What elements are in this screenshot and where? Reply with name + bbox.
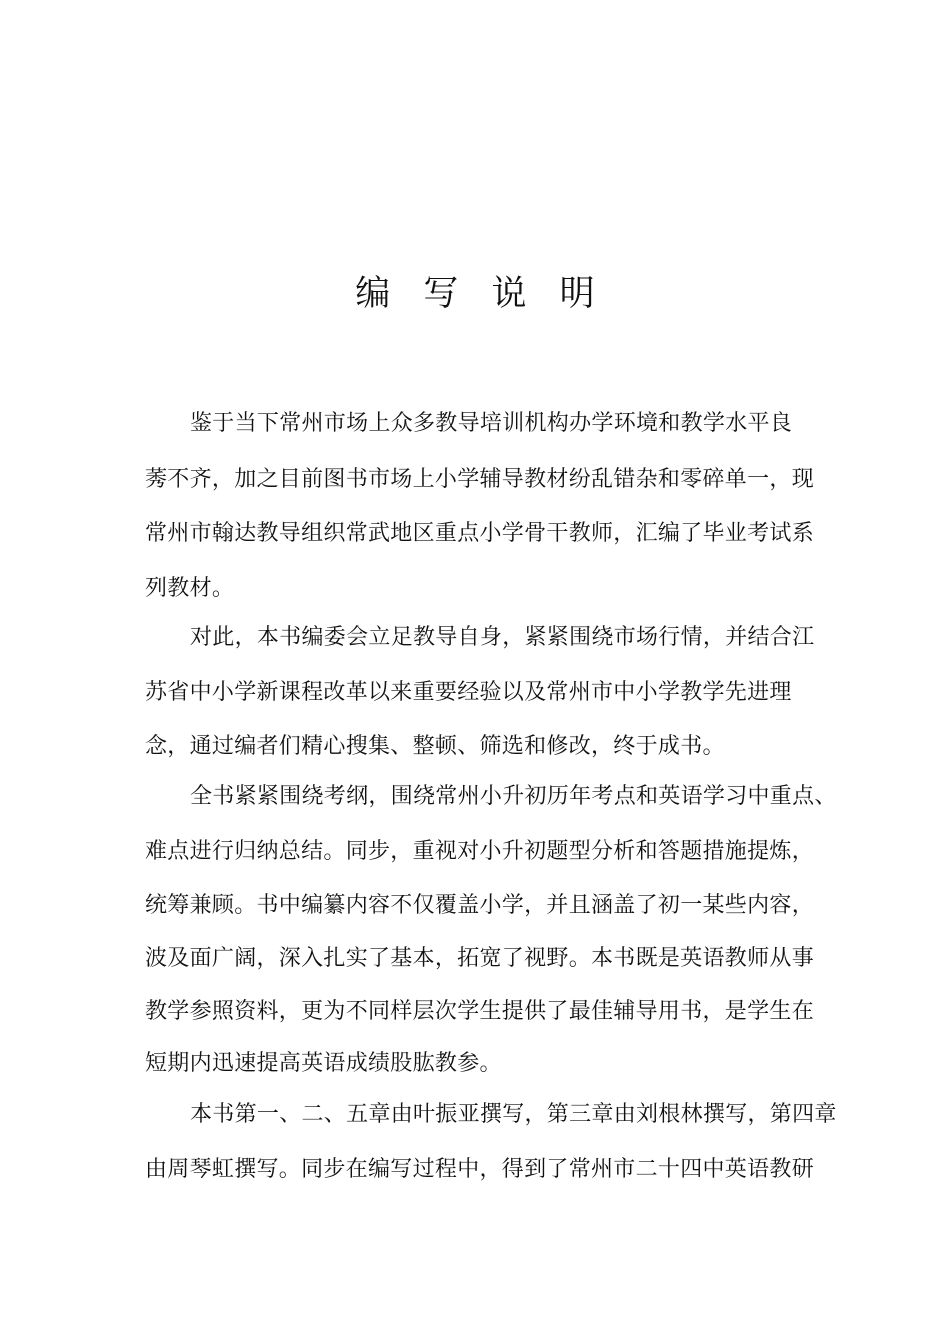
paragraph-3-line-1: 全书紧紧围绕考纲，围绕常州小升初历年考点和英语学习中重点、 (190, 784, 837, 809)
paragraph-1-line-2: 莠不齐，加之目前图书市场上小学辅导教材纷乱错杂和零碎单一，现 (145, 467, 815, 492)
paragraph-4-line-2: 由周琴虹撰写。同步在编写过程中，得到了常州市二十四中英语教研 (145, 1157, 815, 1182)
paragraph-2-line-2: 苏省中小学新课程改革以来重要经验以及常州市中小学教学先进理 (145, 680, 792, 705)
paragraph-3-line-6: 短期内迅速提高英语成绩股肱教参。 (145, 1051, 502, 1076)
page-title: 编 写 说 明 (355, 274, 606, 314)
paragraph-3-line-3: 统筹兼顾。书中编纂内容不仅覆盖小学，并且涵盖了初一某些内容， (145, 893, 815, 918)
paragraph-3-line-4: 波及面广阔，深入扎实了基本，拓宽了视野。本书既是英语教师从事 (145, 946, 815, 971)
paragraph-2-line-1: 对此，本书编委会立足教导自身，紧紧围绕市场行情，并结合江 (190, 625, 815, 650)
paragraph-1-line-3: 常州市翰达教导组织常武地区重点小学骨干教师，汇编了毕业考试系 (145, 521, 815, 546)
paragraph-2-line-3: 念，通过编者们精心搜集、整顿、筛选和修改，终于成书。 (145, 734, 725, 759)
paragraph-3-line-5: 教学参照资料，更为不同样层次学生提供了最佳辅导用书，是学生在 (145, 999, 815, 1024)
paragraph-3-line-2: 难点进行归纳总结。同步，重视对小升初题型分析和答题措施提炼， (145, 839, 815, 864)
paragraph-1-line-4: 列教材。 (145, 576, 235, 601)
paragraph-1-line-1: 鉴于当下常州市场上众多教导培训机构办学环境和教学水平良 (190, 411, 793, 436)
paragraph-4-line-1: 本书第一、二、五章由叶振亚撰写，第三章由刘根林撰写，第四章 (190, 1102, 837, 1127)
